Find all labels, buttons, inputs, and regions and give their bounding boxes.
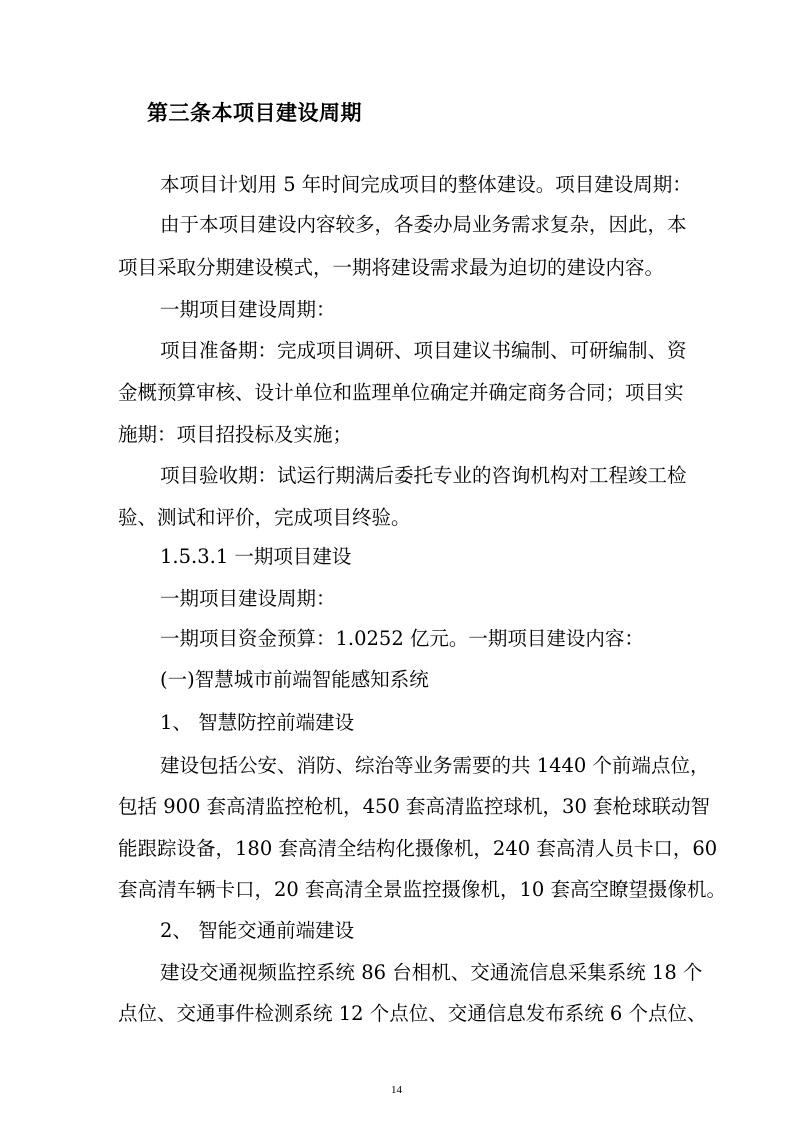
paragraph-line: 本项目计划用 5 年时间完成项目的整体建设。项目建设周期： bbox=[160, 173, 692, 196]
paragraph-line: 套高清车辆卡口，20 套高清全景监控摄像机，10 套高空瞭望摄像机。 bbox=[118, 878, 727, 901]
paragraph-line: 项目验收期：试运行期满后委托专业的咨询机构对工程竣工检 bbox=[160, 464, 687, 487]
subsection-title: (一)智慧城市前端智能感知系统 bbox=[160, 668, 429, 691]
page-number: 14 bbox=[391, 1084, 402, 1096]
paragraph-line: 点位、交通事件检测系统 12 个点位、交通信息发布系统 6 个点位、 bbox=[118, 1002, 707, 1025]
paragraph-line: 项目采取分期建设模式，一期将建设需求最为迫切的建设内容。 bbox=[118, 256, 665, 279]
list-item-title: 1、 智慧防控前端建设 bbox=[160, 711, 355, 734]
paragraph-line: 项目准备期：完成项目调研、项目建议书编制、可研编制、资 bbox=[160, 339, 687, 362]
paragraph-line: 建设交通视频监控系统 86 台相机、交通流信息采集系统 18 个 bbox=[160, 961, 703, 984]
section-heading: 第三条本项目建设周期 bbox=[147, 101, 362, 125]
paragraph-line: 金概预算审核、设计单位和监理单位确定并确定商务合同；项目实 bbox=[118, 381, 684, 404]
paragraph-line: 由于本项目建设内容较多，各委办局业务需求复杂，因此，本 bbox=[160, 213, 687, 236]
paragraph-line: 包括 900 套高清监控枪机，450 套高清监控球机，30 套枪球联动智 bbox=[118, 795, 711, 818]
paragraph-line: 一期项目资金预算：1.0252 亿元。一期项目建设内容： bbox=[160, 627, 644, 650]
paragraph-line: 能跟踪设备，180 套高清全结构化摄像机，240 套高清人员卡口，60 bbox=[118, 837, 718, 860]
paragraph-line: 验、测试和评价，完成项目终验。 bbox=[118, 506, 411, 529]
paragraph-line: 一期项目建设周期： bbox=[160, 298, 336, 321]
paragraph-line: 一期项目建设周期： bbox=[160, 587, 336, 610]
paragraph-line: 施期：项目招投标及实施； bbox=[118, 423, 353, 446]
paragraph-line: 建设包括公安、消防、综治等业务需要的共 1440 个前端点位， bbox=[160, 754, 710, 777]
list-item-title: 2、 智能交通前端建设 bbox=[160, 919, 355, 942]
subsection-title: 1.5.3.1 一期项目建设 bbox=[160, 545, 352, 568]
